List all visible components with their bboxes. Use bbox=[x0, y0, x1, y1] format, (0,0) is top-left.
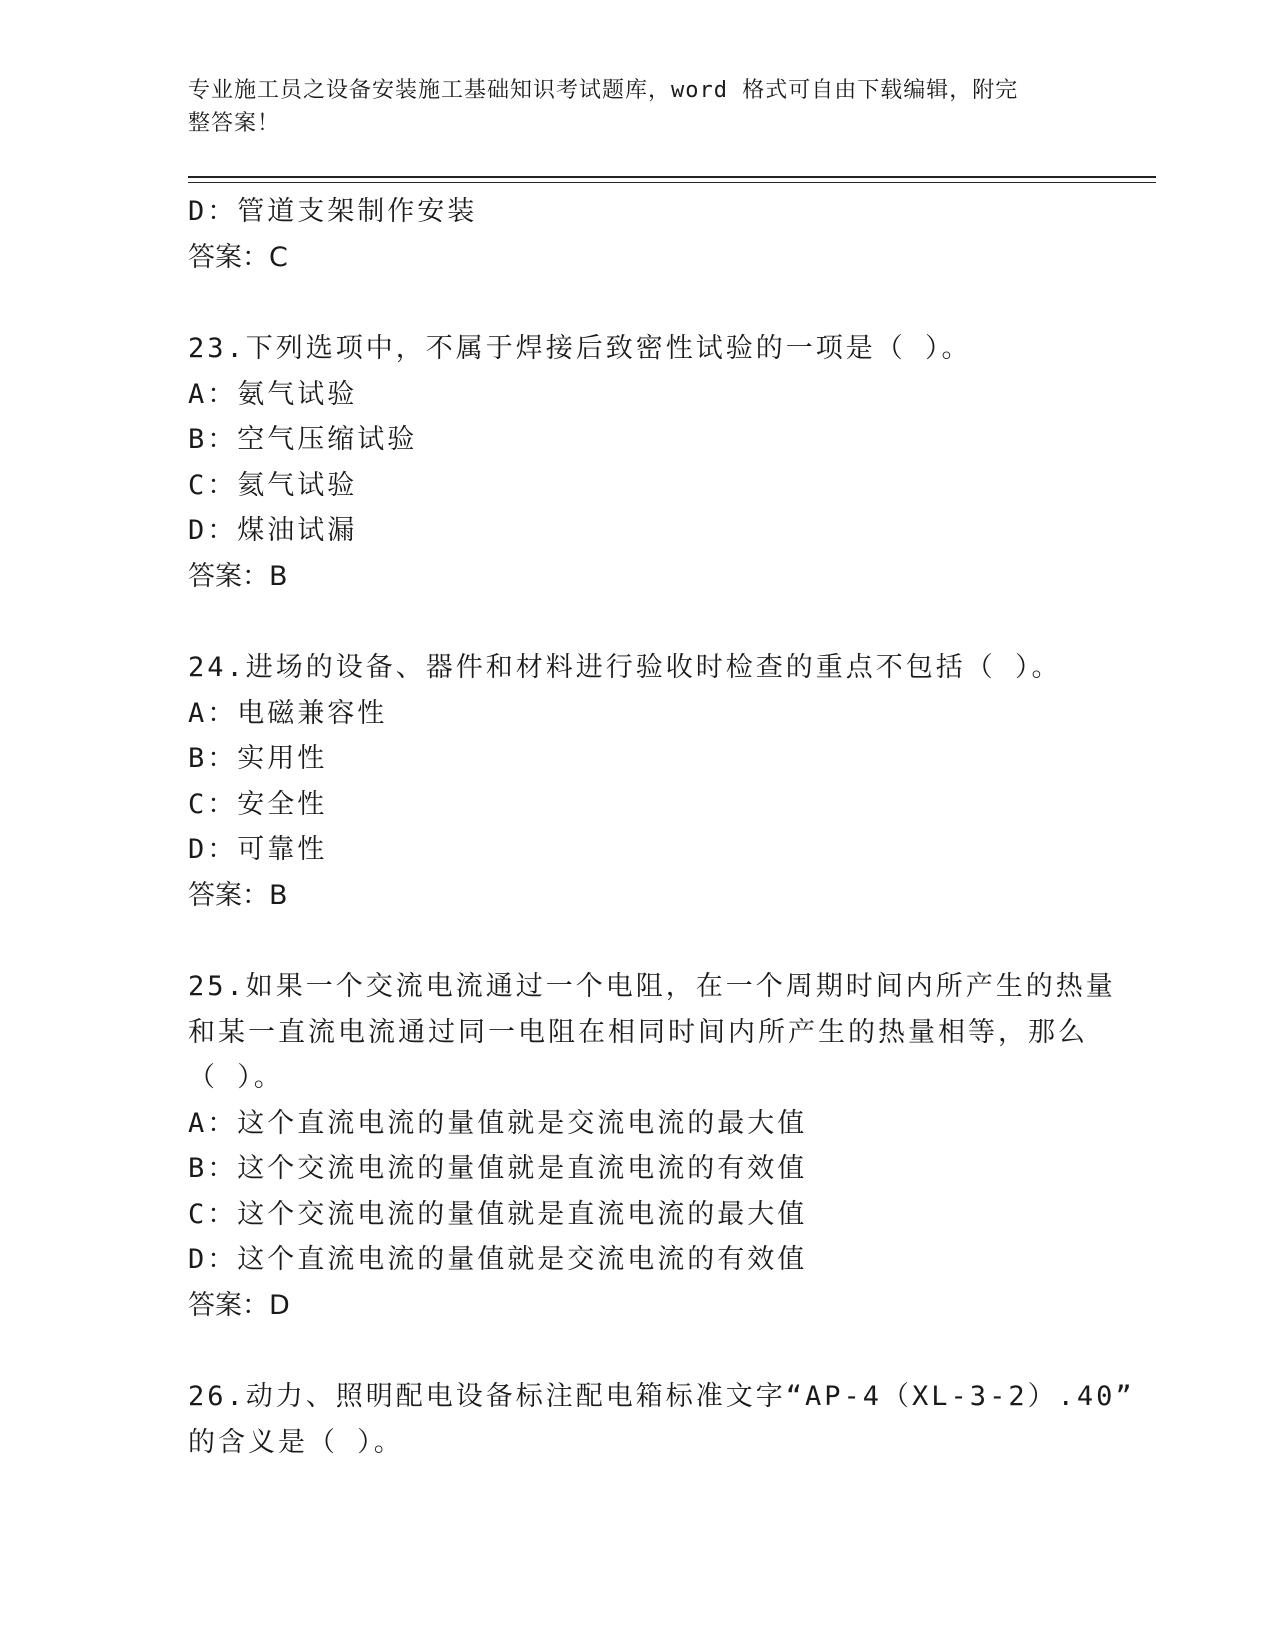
option-c: C：安全性 bbox=[188, 788, 328, 820]
spacer bbox=[188, 599, 1088, 645]
question-stem: 24.进场的设备、器件和材料进行验收时检查的重点不包括（ ）。 bbox=[188, 652, 1062, 683]
question-23 bbox=[188, 326, 1088, 599]
option-c: C：氦气试验 bbox=[188, 469, 358, 501]
spacer bbox=[188, 280, 1088, 326]
question-stem-line-1: 25.如果一个交流电流通过一个电阻，在一个周期时间内所产生的热量 bbox=[188, 971, 1116, 1002]
question-26 bbox=[188, 1374, 1135, 1465]
question-stem-line-2: 和某一直流电流通过同一电阻在相同时间内所产生的热量相等，那么 bbox=[188, 1016, 1088, 1048]
option-a: A：氨气试验 bbox=[188, 378, 358, 410]
question-25 bbox=[188, 964, 1116, 1328]
header-line-1: 专业施工员之设备安装施工基础知识考试题库，word 格式可自由下载编辑，附完 bbox=[188, 78, 1019, 103]
previous-question-tail bbox=[188, 189, 1088, 280]
answer-line: 答案：D bbox=[188, 1289, 290, 1321]
option-c: C：这个交流电流的量值就是直流电流的最大值 bbox=[188, 1198, 808, 1230]
option-b: B：实用性 bbox=[188, 743, 328, 774]
header-line-2: 整答案！ bbox=[188, 111, 281, 136]
header-rule-thin bbox=[188, 182, 1156, 183]
question-24 bbox=[188, 645, 1088, 918]
header-rule-thick bbox=[188, 176, 1156, 178]
question-stem: 23.下列选项中，不属于焊接后致密性试验的一项是（ ）。 bbox=[188, 333, 972, 364]
option-b: B：这个交流电流的量值就是直流电流的有效值 bbox=[188, 1153, 808, 1184]
option-a: A：这个直流电流的量值就是交流电流的最大值 bbox=[188, 1107, 808, 1139]
option-d: D：煤油试漏 bbox=[188, 515, 358, 546]
answer-line: 答案：C bbox=[188, 241, 288, 273]
option-d: D：可靠性 bbox=[188, 834, 328, 865]
option-b: B：空气压缩试验 bbox=[188, 424, 418, 455]
question-stem-line-1: 26.动力、照明配电设备标注配电箱标准文字“AP-4（XL-3-2）.40” bbox=[188, 1381, 1135, 1412]
answer-line: 答案：B bbox=[188, 560, 288, 592]
question-content bbox=[188, 189, 1135, 1465]
page-header bbox=[188, 74, 1068, 140]
question-stem-line-2: 的含义是（ ）。 bbox=[188, 1426, 404, 1458]
option-d: D：这个直流电流的量值就是交流电流的有效值 bbox=[188, 1244, 808, 1275]
question-stem-line-3: （ ）。 bbox=[188, 1062, 284, 1093]
spacer bbox=[188, 918, 1088, 964]
spacer bbox=[188, 1328, 1088, 1374]
answer-line: 答案：B bbox=[188, 879, 288, 911]
option-d: D：管道支架制作安装 bbox=[188, 196, 478, 227]
option-a: A：电磁兼容性 bbox=[188, 697, 388, 729]
